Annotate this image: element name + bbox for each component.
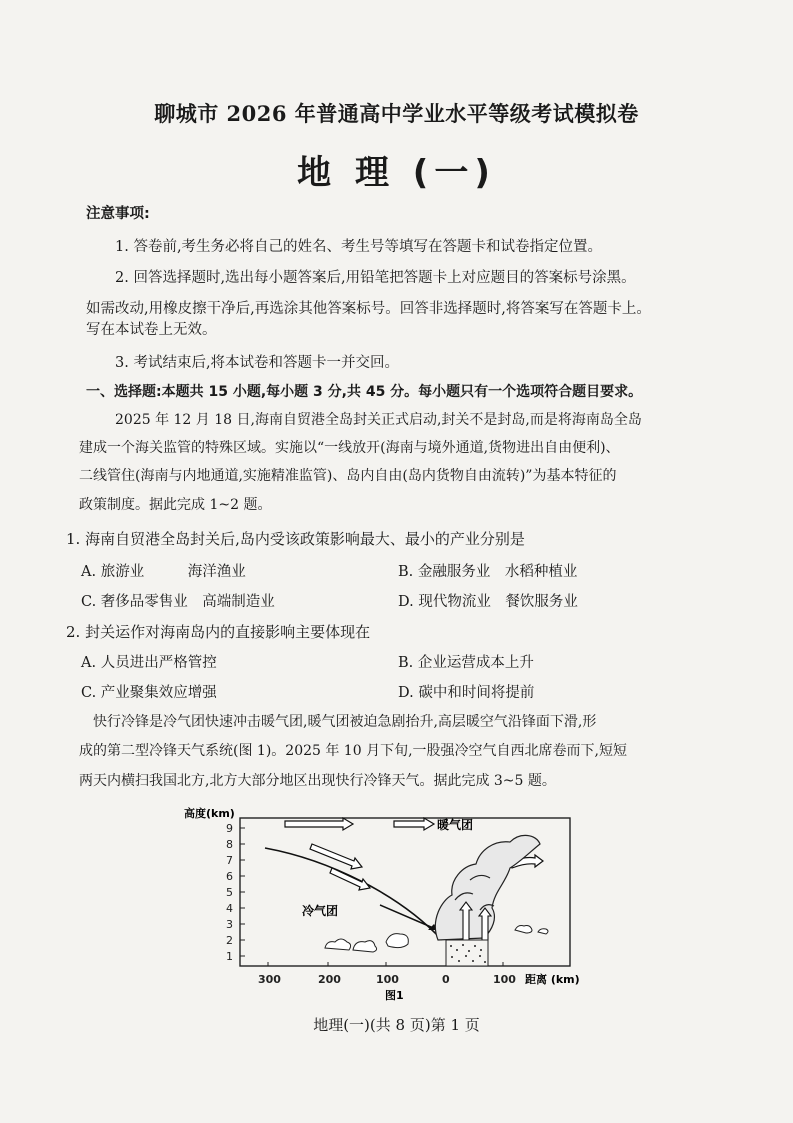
question-2-option-c: C. 产业聚集效应增强 [81, 685, 217, 701]
cold-air-mass-label: 冷气团 [302, 904, 339, 918]
y-tick-2: 2 [226, 934, 233, 947]
y-axis-ticks [226, 822, 245, 963]
y-tick-1: 1 [226, 950, 233, 963]
notice-item-3: 3. 考试结束后,将本试卷和答题卡一并交回。 [115, 355, 400, 371]
passage-1-line-4: 政策制度。据此完成 1~2 题。 [79, 497, 272, 513]
x-tick-0: 0 [442, 973, 450, 986]
passage-1-line-1: 2025 年 12 月 18 日,海南自贸港全岛封关正式启动,封关不是封岛,而是将海南岛全岛 [115, 412, 642, 428]
question-2-option-b: B. 企业运营成本上升 [398, 655, 534, 671]
y-tick-9: 9 [226, 822, 233, 835]
section-heading: 一、选择题:本题共 15 小题,每小题 3 分,共 45 分。每小题只有一个选项符合题目要求。 [86, 384, 643, 400]
warm-air-mass-label: 暖气团 [437, 818, 474, 832]
x-axis-label: 距离 (km) [525, 973, 580, 986]
passage-2-line-2: 成的第二型冷锋天气系统(图 1)。2025 年 10 月下旬,一股强冷空气自西北席卷而下,短短 [79, 743, 627, 759]
notice-item-2-line-3: 写在本试卷上无效。 [86, 322, 217, 338]
passage-1-line-3: 二线管住(海南与内地通道,实施精准监管)、岛内自由(岛内货物自由流转)”为基本特征的 [79, 468, 617, 484]
figure-1-cold-front-diagram [180, 800, 600, 1005]
y-tick-4: 4 [226, 902, 233, 915]
passage-1-line-2: 建成一个海关监管的特殊区域。实施以“一线放开(海南与境外通道,货物进出自由便利)、 [79, 440, 620, 456]
y-axis-label: 高度(km) [184, 807, 235, 820]
question-1-option-a: A. 旅游业 海洋渔业 [81, 564, 246, 580]
y-tick-7: 7 [226, 854, 233, 867]
y-tick-3: 3 [226, 918, 233, 931]
notice-item-1: 1. 答卷前,考生务必将自己的姓名、考生号等填写在答题卡和试卷指定位置。 [115, 239, 603, 255]
question-2-option-a: A. 人员进出严格管控 [81, 655, 217, 671]
question-1-option-d: D. 现代物流业 餐饮服务业 [398, 594, 578, 610]
x-tick-100-left: 100 [376, 973, 399, 986]
sliding-air-arrow [380, 905, 438, 930]
page-footer: 地理(一)(共 8 页)第 1 页 [313, 1016, 480, 1034]
notice-item-2-line-2: 如需改动,用橡皮擦干净后,再选涂其他答案标号。回答非选择题时,将答案写在答题卡上。 [86, 301, 651, 317]
notice-heading: 注意事项: [86, 206, 150, 222]
y-tick-5: 5 [226, 886, 233, 899]
subject-title: 地 理 (一) [297, 153, 496, 193]
x-tick-200: 200 [318, 973, 341, 986]
exam-title: 聊城市 2026 年普通高中学业水平等级考试模拟卷 [154, 101, 639, 126]
question-2-option-d: D. 碳中和时间将提前 [398, 685, 535, 701]
notice-item-2-line-1: 2. 回答选择题时,选出每小题答案后,用铅笔把答题卡上对应题目的答案标号涂黑。 [115, 270, 636, 286]
y-tick-6: 6 [226, 870, 233, 883]
figure-caption: 图1 [385, 989, 404, 1002]
x-tick-300: 300 [258, 973, 281, 986]
question-1-stem: 1. 海南自贸港全岛封关后,岛内受该政策影响最大、最小的产业分别是 [66, 530, 525, 548]
precipitation-zone [446, 940, 488, 966]
passage-2-line-3: 两天内横扫我国北方,北方大部分地区出现快行冷锋天气。据此完成 3~5 题。 [79, 773, 556, 789]
y-tick-8: 8 [226, 838, 233, 851]
x-tick-100-right: 100 [493, 973, 516, 986]
question-2-stem: 2. 封关运作对海南岛内的直接影响主要体现在 [66, 623, 371, 641]
passage-2-line-1: 快行冷锋是冷气团快速冲击暖气团,暖气团被迫急剧抬升,高层暖空气沿锋面下滑,形 [93, 714, 597, 730]
question-1-option-c: C. 奢侈品零售业 高端制造业 [81, 594, 275, 610]
question-1-option-b: B. 金融服务业 水稻种植业 [398, 564, 578, 580]
